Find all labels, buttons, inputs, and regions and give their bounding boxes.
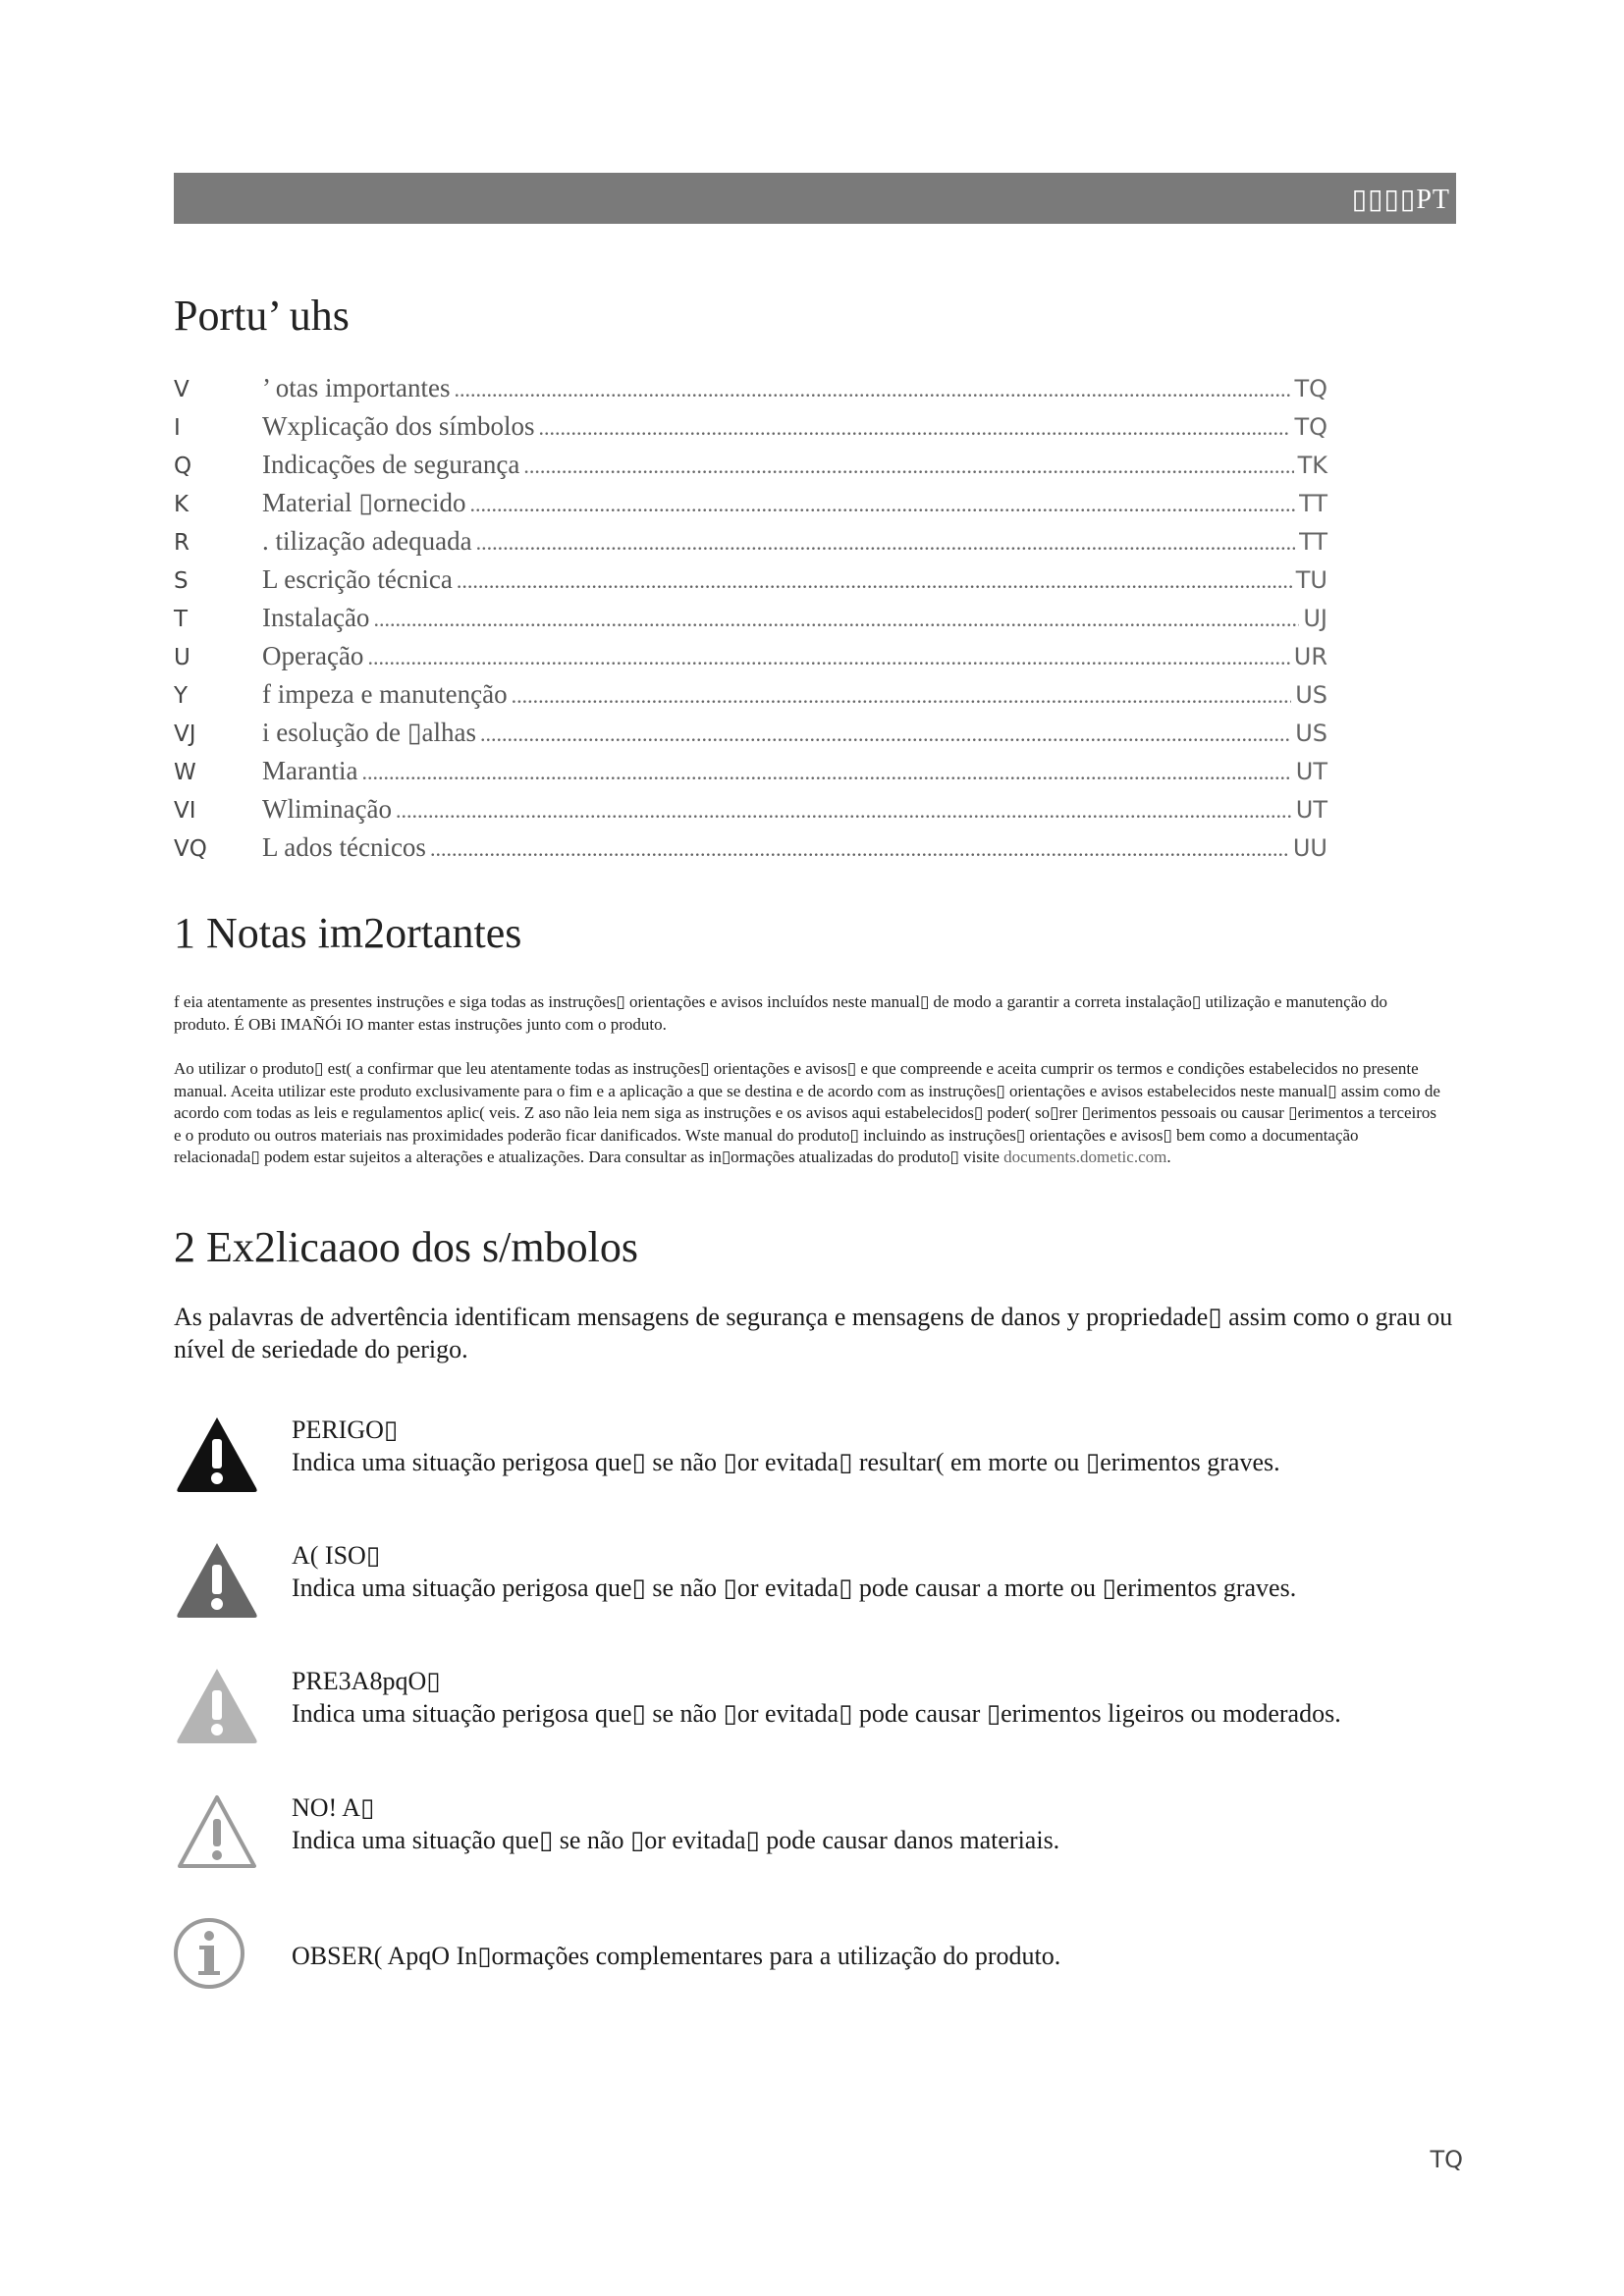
toc-entry[interactable]	[174, 679, 1327, 718]
toc-entry-number: Q	[174, 454, 192, 479]
toc-entry-page: US	[1295, 720, 1327, 747]
toc-entry-label: Wxplicação dos símbolos	[262, 411, 535, 441]
header-code: ▯▯▯▯PT	[1351, 185, 1450, 215]
warning-triangle-outline-icon	[174, 1791, 260, 1872]
info-text: OBSER( ApqO In▯ormações complementares para a utilização do produto.	[292, 1942, 1061, 1970]
notes-paragraph-2-text: Ao utilizar o produto▯ est( a confirmar que leu atentamente todas as instruções▯ orientações e avisos▯ e que compreende e aceita cumprir os termos e condições estabelecidos no presente manual. Aceita utilizar este produto exclusivamente para o fim e a aplicação a que se destina e de acordo com as instruções▯ orientações e avisos estabelecidos neste manual▯ assim como de acordo com todas as leis e regulamentos aplic( veis. Z aso não leia nem siga as instruções e os avisos aqui estabelecidos▯ poder( so▯rer ▯erimentos pessoais ou causar ▯erimentos a terceiros e o produto ou outros materiais nas proximidades poderão ficar danificados. Wste manual do produto▯ incluindo as instruções▯ orientações e avisos▯ bem como a documentação relacionada▯ podem estar sujeitos a alterações e atualizações. Dara consultar as in▯ormações atualizadas do produto▯ visite	[174, 1059, 1440, 1166]
symbol-info	[174, 1914, 1450, 2002]
symbol-notice-title: NO! A▯	[292, 1793, 375, 1822]
toc-entry-number: S	[174, 568, 189, 594]
toc-leader-dots	[373, 607, 1299, 632]
notes-paragraph-1: f eia atentamente as presentes instruções e siga todas as instruções▯ orientações e avisos incluídos neste manual▯ de modo a garantir a correta instalação▯ utilização e manutenção do produto. É OBi IMAÑÓi IO manter estas instruções junto com o produto.	[174, 992, 1388, 1034]
notes-paragraph-2	[174, 1058, 1440, 1169]
toc-entry[interactable]	[174, 641, 1327, 679]
toc-entry-page: TQ	[1294, 375, 1327, 402]
symbol-warning-text	[292, 1539, 1296, 1604]
toc-entry-number: U	[174, 645, 190, 670]
symbol-warning-title: A( ISO▯	[292, 1541, 381, 1570]
toc-entry-page: US	[1295, 681, 1327, 709]
toc-entry-label: f impeza e manutenção	[262, 679, 508, 709]
toc-entry-page: TK	[1297, 452, 1327, 479]
warning-triangle-black-icon	[174, 1414, 260, 1494]
warning-triangle-lightgray-icon	[174, 1665, 260, 1745]
symbol-warning	[174, 1539, 1450, 1628]
toc-entry[interactable]	[174, 373, 1327, 411]
toc-entry-label: i esolução de ▯alhas	[262, 718, 477, 747]
toc-entry-number: T	[174, 607, 189, 632]
toc-entry-label: ’ otas importantes	[262, 373, 451, 402]
toc-leader-dots	[512, 683, 1292, 709]
symbol-danger-text	[292, 1414, 1280, 1478]
toc-entry[interactable]	[174, 832, 1327, 871]
toc-entry[interactable]	[174, 794, 1327, 832]
symbol-notice-text	[292, 1791, 1059, 1856]
toc-entry-page: TT	[1299, 490, 1327, 517]
toc-entry-label: Instalação	[262, 603, 370, 632]
toc-entry-label: Wliminação	[262, 794, 392, 824]
toc-entry-number: R	[174, 530, 189, 556]
toc-entry[interactable]	[174, 718, 1327, 756]
toc-entry[interactable]	[174, 411, 1327, 450]
toc-leader-dots	[367, 645, 1289, 670]
toc-entry[interactable]	[174, 488, 1327, 526]
toc-entry-number: I	[174, 415, 181, 441]
toc-entry-page: UJ	[1303, 605, 1327, 632]
symbol-notice-description: Indica uma situação que▯ se não ▯or evitada▯ pode causar danos materiais.	[292, 1826, 1060, 1854]
symbol-caution-title: PRE3A8pqO▯	[292, 1667, 441, 1695]
toc-entry-label: Marantia	[262, 756, 358, 785]
toc-leader-dots	[480, 721, 1291, 747]
language-title: Portu’ uhs	[174, 292, 350, 340]
section-heading-symbols: 2 Ex2licaaoo dos s/mbolos	[174, 1223, 638, 1271]
symbol-caution-description: Indica uma situação perigosa que▯ se não ▯or evitada▯ pode causar ▯erimentos ligeiros ou moderados.	[292, 1699, 1341, 1728]
toc-entry-label: L escrição técnica	[262, 564, 453, 594]
toc-entry-label: L ados técnicos	[262, 832, 426, 862]
toc-entry-label: Operação	[262, 641, 364, 670]
header-bar	[174, 173, 1456, 224]
toc-entry[interactable]	[174, 564, 1327, 603]
toc-entry-number: V	[174, 377, 189, 402]
toc-entry-number: VQ	[174, 836, 207, 862]
toc-entry-page: UU	[1292, 834, 1327, 862]
info-circle-icon	[174, 1914, 260, 1995]
toc-entry-page: TQ	[1294, 413, 1327, 441]
symbol-danger-title: PERIGO▯	[292, 1415, 399, 1444]
toc-entry-number: VI	[174, 798, 196, 824]
symbol-danger	[174, 1414, 1450, 1502]
toc-entry-label: Indicações de segurança	[262, 450, 520, 479]
toc-entry-page: UT	[1295, 758, 1327, 785]
toc-entry[interactable]	[174, 450, 1327, 488]
notes-paragraph-2-end: .	[1166, 1148, 1171, 1166]
toc-entry[interactable]	[174, 603, 1327, 641]
toc-entry-number: K	[174, 492, 189, 517]
documents-link[interactable]: documents.dometic.com	[1003, 1148, 1167, 1166]
symbol-notice	[174, 1791, 1450, 1880]
toc-entry-page: TU	[1295, 566, 1327, 594]
toc-leader-dots	[470, 492, 1296, 517]
toc-entry-number: Y	[174, 683, 189, 709]
symbol-danger-description: Indica uma situação perigosa que▯ se não ▯or evitada▯ resultar( em morte ou ▯erimentos graves.	[292, 1448, 1280, 1476]
toc-entry[interactable]	[174, 756, 1327, 794]
symbols-intro: As palavras de advertência identificam mensagens de segurança e mensagens de danos y propriedade▯ assim como o grau ou nível de seriedade do perigo.	[174, 1303, 1453, 1363]
section-heading-notes: 1 Notas im2ortantes	[174, 909, 522, 957]
toc-leader-dots	[361, 760, 1291, 785]
warning-triangle-darkgray-icon	[174, 1539, 260, 1620]
page-number: TQ	[1430, 2146, 1463, 2173]
toc-entry-number: VJ	[174, 721, 196, 747]
toc-entry[interactable]	[174, 526, 1327, 564]
toc-leader-dots	[476, 530, 1295, 556]
toc-entry-number: W	[174, 760, 196, 785]
toc-leader-dots	[538, 415, 1290, 441]
symbol-caution-text	[292, 1665, 1341, 1730]
toc-entry-page: UR	[1293, 643, 1327, 670]
toc-leader-dots	[430, 836, 1289, 862]
table-of-contents	[174, 373, 1327, 871]
symbol-warning-description: Indica uma situação perigosa que▯ se não ▯or evitada▯ pode causar a morte ou ▯erimentos graves.	[292, 1574, 1297, 1602]
symbol-caution	[174, 1665, 1450, 1753]
toc-entry-label: . tilização adequada	[262, 526, 472, 556]
toc-leader-dots	[523, 454, 1293, 479]
toc-entry-page: UT	[1295, 796, 1327, 824]
toc-leader-dots	[457, 568, 1292, 594]
toc-entry-label: Material ▯ornecido	[262, 488, 466, 517]
toc-leader-dots	[454, 377, 1290, 402]
toc-entry-page: TT	[1299, 528, 1327, 556]
toc-leader-dots	[396, 798, 1292, 824]
